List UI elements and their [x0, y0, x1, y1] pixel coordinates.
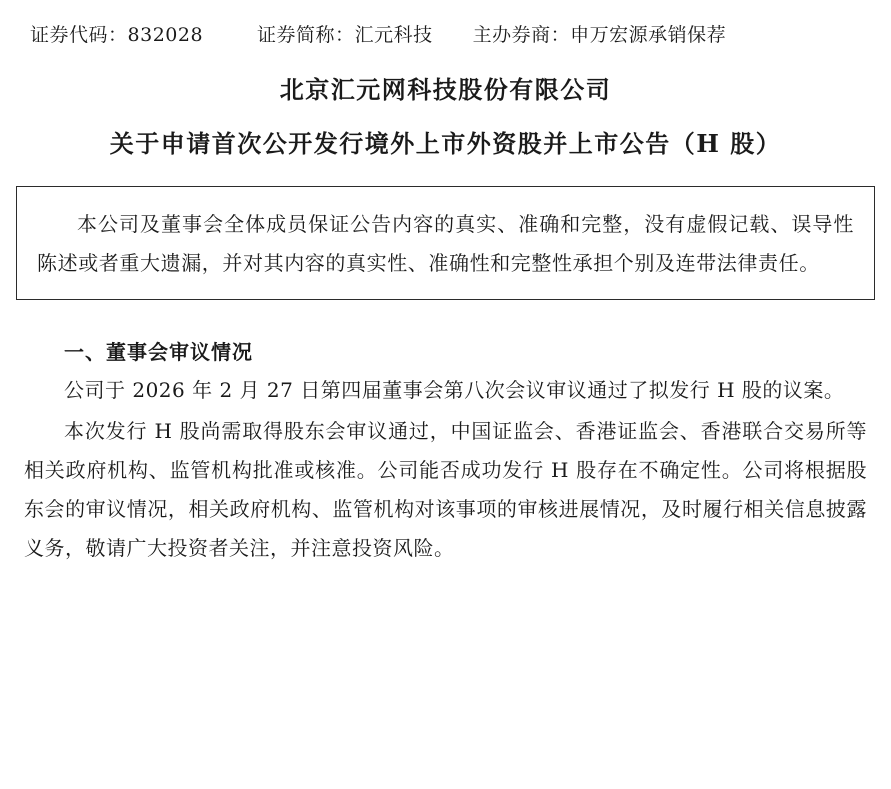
paragraph-approval-risk: 本次发行 H 股尚需取得股东会审议通过，中国证监会、香港证监会、香港联合交易所等相关政府机构、监管机构批准或核准。公司能否成功发行 H 股存在不确定性。公司将根据股东会的审议情况，相关政府机构、监管机构对该事项的审核进展情况，及时履行相关信息披露义务，敬请广大投资者关注，并注意投资风险。 — [24, 419, 867, 561]
security-code-value: 832028 — [127, 24, 204, 46]
disclaimer-text: 本公司及董事会全体成员保证公告内容的真实、准确和完整，没有虚假记载、误导性陈述或者重大遗漏，并对其内容的真实性、准确性和完整性承担个别及连带法律责任。 — [37, 212, 854, 276]
company-title: 北京汇元网科技股份有限公司 — [279, 75, 612, 104]
section-heading-board-review: 一、董事会审议情况 — [64, 340, 253, 365]
body-section — [16, 336, 875, 568]
document-header — [16, 14, 875, 47]
sponsor-broker — [473, 20, 727, 47]
paragraph-board-resolution: 公司于 2026 年 2 月 27 日第四届董事会第八次会议审议通过了拟发行 H 股的议案。 — [64, 378, 845, 403]
disclaimer-box — [16, 186, 875, 300]
sponsor-broker-label: 主办券商： — [472, 24, 571, 46]
security-name-value: 汇元科技 — [354, 24, 433, 46]
security-code — [30, 20, 203, 47]
security-code-label: 证券代码： — [30, 24, 128, 46]
security-name-label: 证券简称： — [257, 24, 355, 46]
sponsor-broker-value: 申万宏源承销保荐 — [570, 24, 727, 46]
security-name — [257, 20, 433, 47]
announcement-title: 关于申请首次公开发行境外上市外资股并上市公告（H 股） — [109, 128, 782, 158]
title-block — [16, 73, 875, 160]
